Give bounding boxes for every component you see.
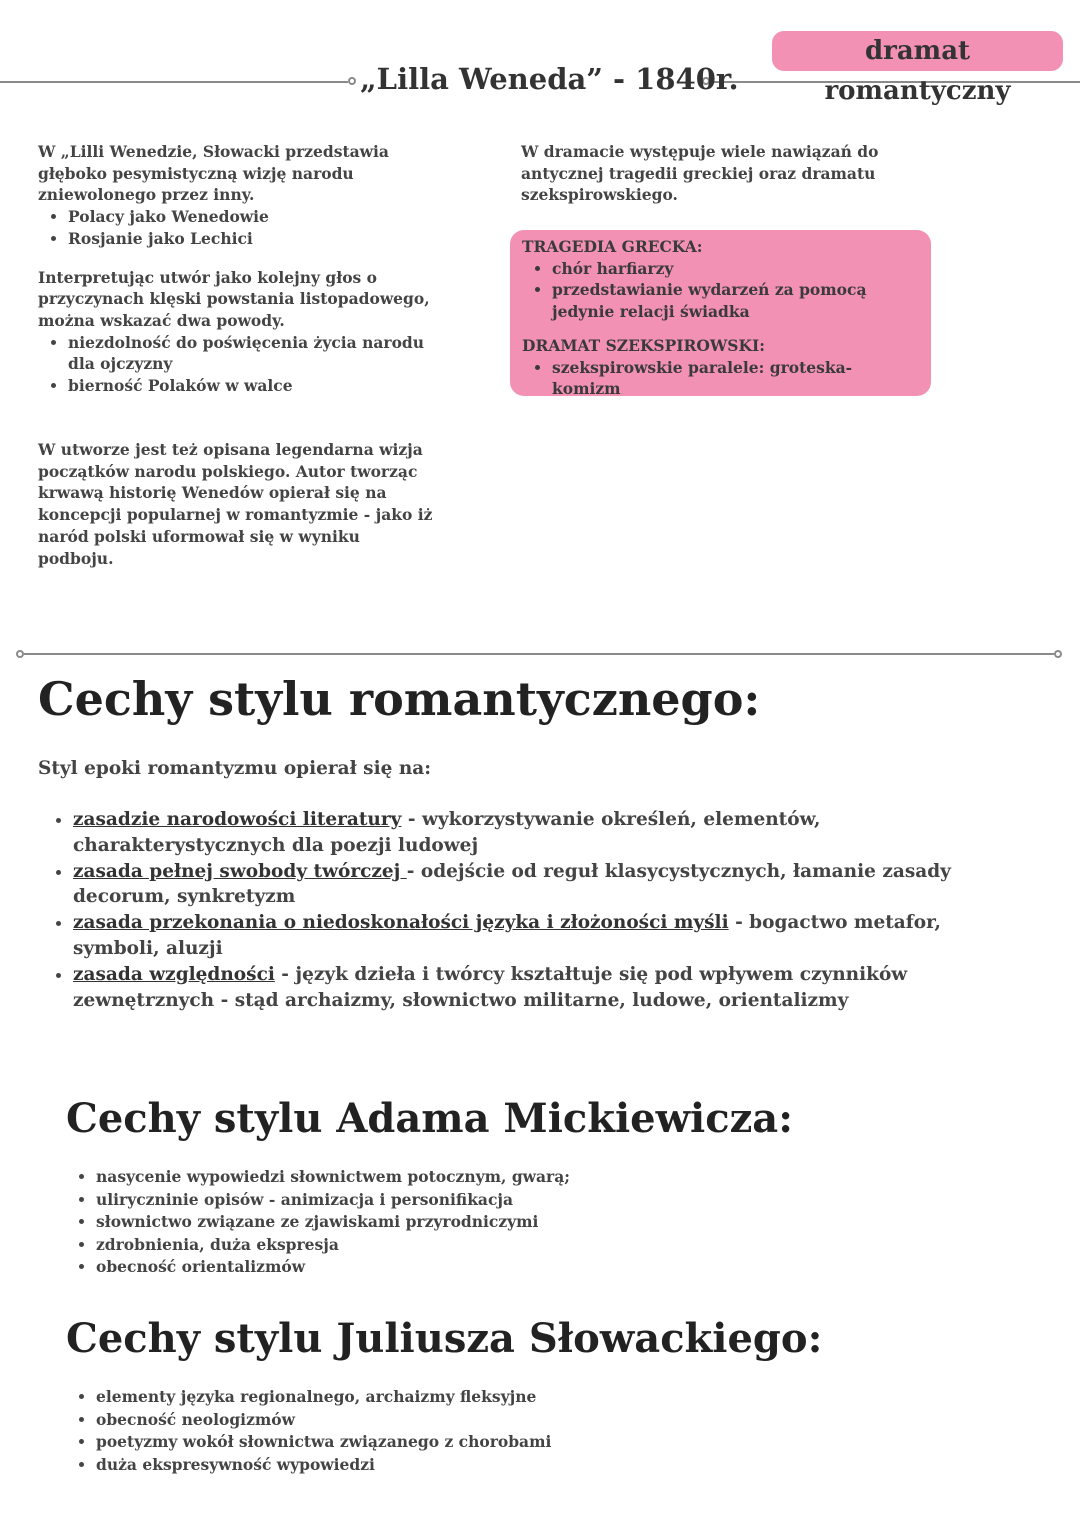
list-item — [73, 807, 973, 859]
feature-term: zasadzie narodowości literatury — [73, 809, 402, 830]
list-item: • Polacy jako Wenedowie — [68, 206, 438, 228]
feature-term: zasada względności — [73, 963, 275, 985]
drama-influences-box — [510, 230, 931, 399]
left-column — [38, 141, 438, 397]
feature-description: - wykorzystywanie określeń, elementów, charakterystycznych dla poezji ludowej — [73, 809, 821, 856]
section-divider — [24, 653, 1054, 655]
list-item: • duża ekspresywność wypowiedzi — [96, 1454, 796, 1477]
header-line-dot-left — [348, 77, 356, 85]
feature-term: zasada pełnej swobody twórczej — [73, 860, 407, 882]
list-item: • słownictwo związane ze zjawiskami przyrodniczymi — [96, 1211, 796, 1234]
list-item: • szekspirowskie paralele: groteska-komizm — [552, 357, 919, 400]
header-line-left — [0, 81, 348, 83]
list-item — [73, 962, 973, 1014]
reasons-list — [38, 332, 438, 397]
reasons-paragraph: Interpretując utwór jako kolejny głos o przyczynach klęski powstania listopadowego, można wskazać dwa powody. — [38, 267, 430, 330]
divider-dot-left — [16, 650, 24, 658]
feature-description: - odejście od reguł klasycystycznych, łamanie zasady decorum, synkretyzm — [73, 860, 951, 908]
list-item: • poetyzmy wokół słownictwa związanego z chorobami — [96, 1431, 796, 1454]
list-item: • Rosjanie jako Lechici — [68, 228, 438, 250]
romantic-features-list — [38, 807, 973, 1013]
list-item: • uliryczninie opisów - animizacja i personifikacja — [96, 1189, 796, 1212]
list-item: • nasycenie wypowiedzi słownictwem potocznym, gwarą; — [96, 1166, 796, 1189]
list-item: • niezdolność do poświęcenia życia narodu dla ojczyzny — [68, 332, 438, 375]
romantic-intro: Styl epoki romantyzmu opierał się na: — [38, 758, 432, 779]
greek-tragedy-list — [522, 258, 919, 323]
list-item: • chór harfiarzy — [552, 258, 919, 280]
feature-description: - bogactwo metafor, symboli, aluzji — [73, 912, 941, 959]
list-item — [73, 910, 973, 962]
list-item: • obecność orientalizmów — [96, 1256, 796, 1279]
shakespeare-heading: DRAMAT SZEKSPIROWSKI: — [522, 335, 765, 355]
nations-list — [38, 206, 438, 249]
list-item: • zdrobnienia, duża ekspresja — [96, 1234, 796, 1257]
shakespeare-list — [522, 357, 919, 400]
references-paragraph: W dramacie występuje wiele nawiązań do antycznej tragedii greckiej oraz dramatu szekspirowskiego. — [521, 142, 879, 205]
list-item: • obecność neologizmów — [96, 1409, 796, 1432]
intro-paragraph: W „Lilli Wenedzie, Słowacki przedstawia głęboko pesymistyczną wizję narodu zniewolonego przez inny. — [38, 142, 389, 205]
divider-dot-right — [1054, 650, 1062, 658]
mickiewicz-style-heading: Cechy stylu Adama Mickiewicza: — [66, 1095, 793, 1142]
mickiewicz-features-list — [66, 1166, 796, 1279]
genre-badge: dramat romantyczny — [772, 31, 1063, 71]
slowacki-style-heading: Cechy stylu Juliusza Słowackiego: — [66, 1315, 823, 1362]
list-item: • bierność Polaków w walce — [68, 375, 438, 397]
greek-tragedy-heading: TRAGEDIA GRECKA: — [522, 237, 703, 256]
romantic-style-heading: Cechy stylu romantycznego: — [38, 672, 761, 726]
page-title: „Lilla Weneda” - 1840r. — [360, 62, 739, 96]
legend-paragraph: W utworze jest też opisana legendarna wizja początków narodu polskiego. Autor tworząc krwawą historię Wenedów opierał się na koncepcji popularnej w romantyzmie - jako iż naród polski uformował się w wyniku podboju. — [38, 440, 433, 568]
list-item — [73, 859, 973, 911]
slowacki-features-list — [66, 1386, 796, 1476]
list-item: • elementy języka regionalnego, archaizmy fleksyjne — [96, 1386, 796, 1409]
feature-term: zasada przekonania o niedoskonałości języka i złożoności myśli — [73, 912, 729, 934]
list-item: • przedstawianie wydarzeń za pomocą jedynie relacji świadka — [552, 279, 919, 322]
feature-description: - język dzieła i twórcy kształtuje się pod wpływem czynników zewnętrznych - stąd archaizmy, słownictwo militarne, ludowe, orientalizmy — [73, 963, 908, 1011]
